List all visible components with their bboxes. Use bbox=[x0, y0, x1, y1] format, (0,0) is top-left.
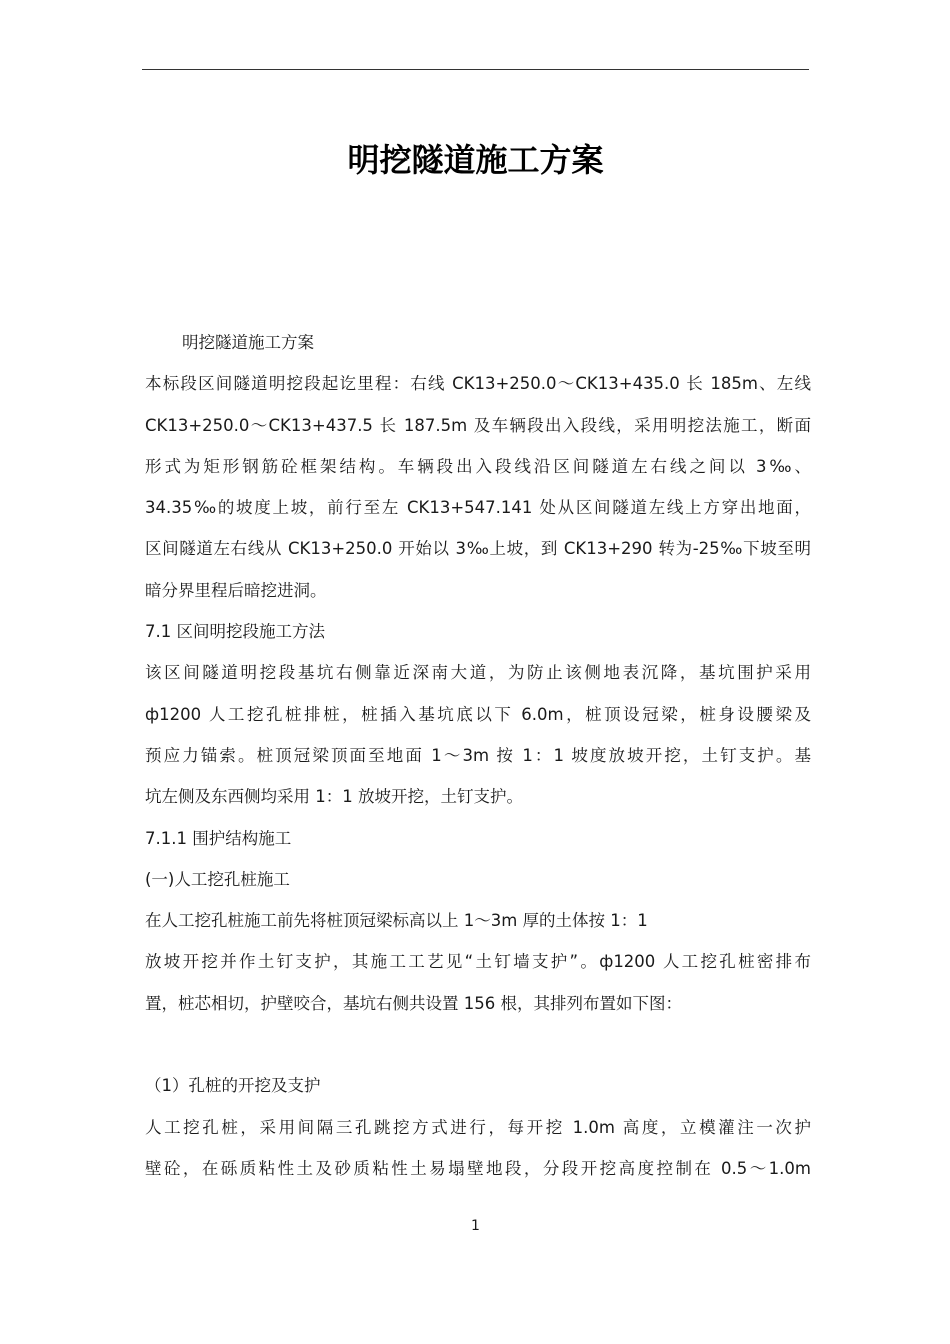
paragraph-line: 34.35‰的坡度上坡，前行至左 CK13+547.141 处从区间隧道左线上方穿出地面， bbox=[145, 498, 811, 518]
paragraph-line: CK13+250.0～CK13+437.5 长 187.5m 及车辆段出入段线，采用明挖法施工，断面 bbox=[145, 415, 811, 435]
paragraph-line: 暗分界里程后暗挖进洞。 bbox=[145, 580, 327, 600]
figure-gap bbox=[145, 1024, 811, 1065]
paragraph-line: 本标段区间隧道明挖段起讫里程：右线 CK13+250.0～CK13+435.0 长 185m、左线 bbox=[145, 374, 811, 394]
document-title: 明挖隧道施工方案 bbox=[347, 141, 604, 179]
paragraph-line: ф1200 人工挖孔桩排桩，桩插入基坑底以下 6.0m，桩顶设冠梁，桩身设腰梁及 bbox=[145, 704, 811, 724]
page-number: 1 bbox=[471, 1218, 480, 1234]
paragraph-line: 形式为矩形钢筋砼框架结构。车辆段出入段线沿区间隧道左右线之间以 3‰、 bbox=[145, 456, 811, 476]
subsection-heading: (一)人工挖孔桩施工 bbox=[145, 869, 290, 889]
paragraph-line: 区间隧道左右线从 CK13+250.0 开始以 3‰上坡，到 CK13+290 转为-25‰下坡至明 bbox=[145, 539, 811, 559]
paragraph-line: 人工挖孔桩，采用间隔三孔跳挖方式进行，每开挖 1.0m 高度，立模灌注一次护 bbox=[145, 1117, 811, 1137]
paragraph-line: 坑左侧及东西侧均采用 1：1 放坡开挖，土钉支护。 bbox=[145, 787, 523, 807]
paragraph-line: 放坡开挖并作土钉支护，其施工工艺见“土钉墙支护”。ф1200 人工挖孔桩密排布 bbox=[145, 952, 811, 972]
document-body bbox=[145, 322, 811, 1189]
section-heading-7-1: 7.1 区间明挖段施工方法 bbox=[145, 622, 325, 642]
paragraph-line: 该区间隧道明挖段基坑右侧靠近深南大道，为防止该侧地表沉降，基坑围护采用 bbox=[145, 663, 811, 683]
section-heading-7-1-1: 7.1.1 围护结构施工 bbox=[145, 828, 292, 848]
intro-heading: 明挖隧道施工方案 bbox=[182, 333, 314, 352]
header-rule bbox=[142, 69, 809, 70]
paragraph-line: 壁砼，在砾质粘性土及砂质粘性土易塌壁地段，分段开挖高度控制在 0.5～1.0m bbox=[145, 1158, 811, 1178]
paragraph-line: 预应力锚索。桩顶冠梁顶面至地面 1～3m 按 1：1 坡度放坡开挖，土钉支护。基 bbox=[145, 745, 811, 765]
paragraph-line: 在人工挖孔桩施工前先将桩顶冠梁标高以上 1～3m 厚的土体按 1：1 bbox=[145, 911, 648, 931]
paragraph-line: 置，桩芯相切，护壁咬合，基坑右侧共设置 156 根，其排列布置如下图： bbox=[145, 993, 682, 1013]
item-heading-pile-excavation: （1）孔桩的开挖及支护 bbox=[145, 1076, 321, 1096]
